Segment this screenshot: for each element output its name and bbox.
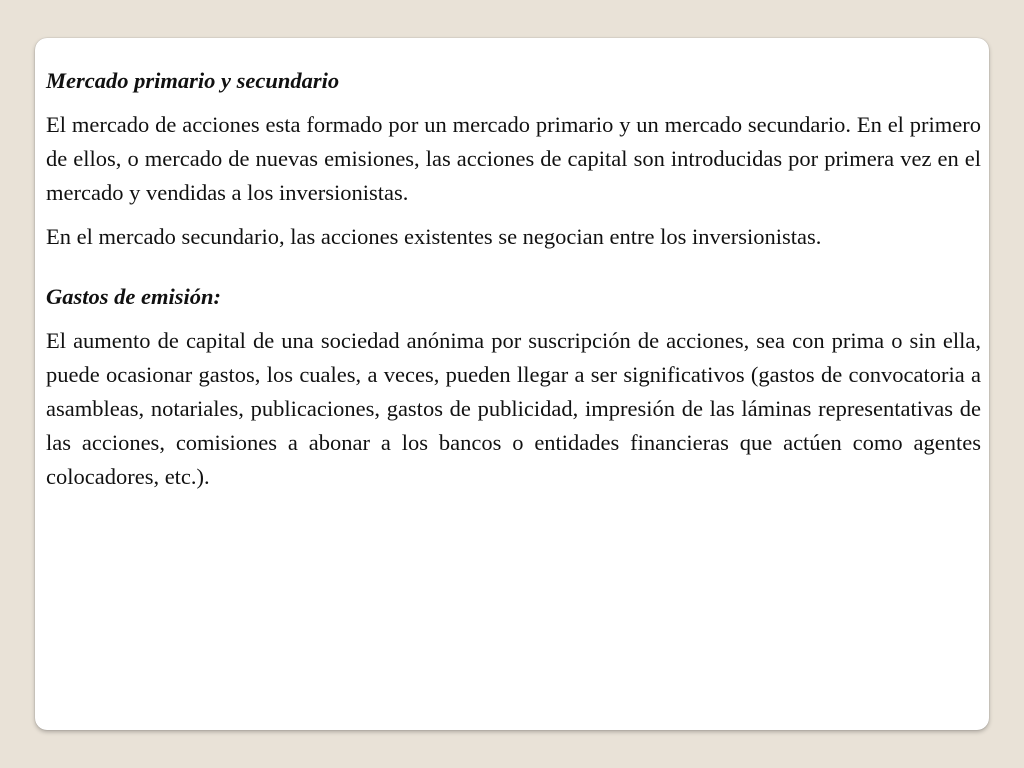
spacer — [46, 98, 981, 108]
section-heading-mercado: Mercado primario y secundario — [46, 68, 340, 93]
spacer — [46, 314, 981, 324]
paragraph-mercado-secundario: En el mercado secundario, las acciones existentes se negocian entre los inversionistas. — [46, 224, 822, 249]
paragraph-mercado-primario: El mercado de acciones esta formado por un mercado primario y un mercado secundario. En el primero de ellos, o mercado de nuevas emisiones, las acciones de capital son introducidas por primera vez en el mercado y vendidas a los inversionistas. — [46, 112, 981, 205]
slide-content — [35, 38, 989, 730]
spacer — [46, 210, 981, 220]
paragraph-gastos-emision: El aumento de capital de una sociedad anónima por suscripción de acciones, sea con prima o sin ella, puede ocasionar gastos, los cuales, a veces, pueden llegar a ser significativos (gastos de convocatoria a asambleas, notariales, publicaciones, gastos de publicidad, impresión de las láminas representativas de las acciones, comisiones a abonar a los bancos o entidades financieras que actúen como agentes colocadores, etc.). — [46, 328, 981, 489]
spacer — [46, 254, 981, 280]
section-heading-gastos: Gastos de emisión: — [46, 284, 222, 309]
